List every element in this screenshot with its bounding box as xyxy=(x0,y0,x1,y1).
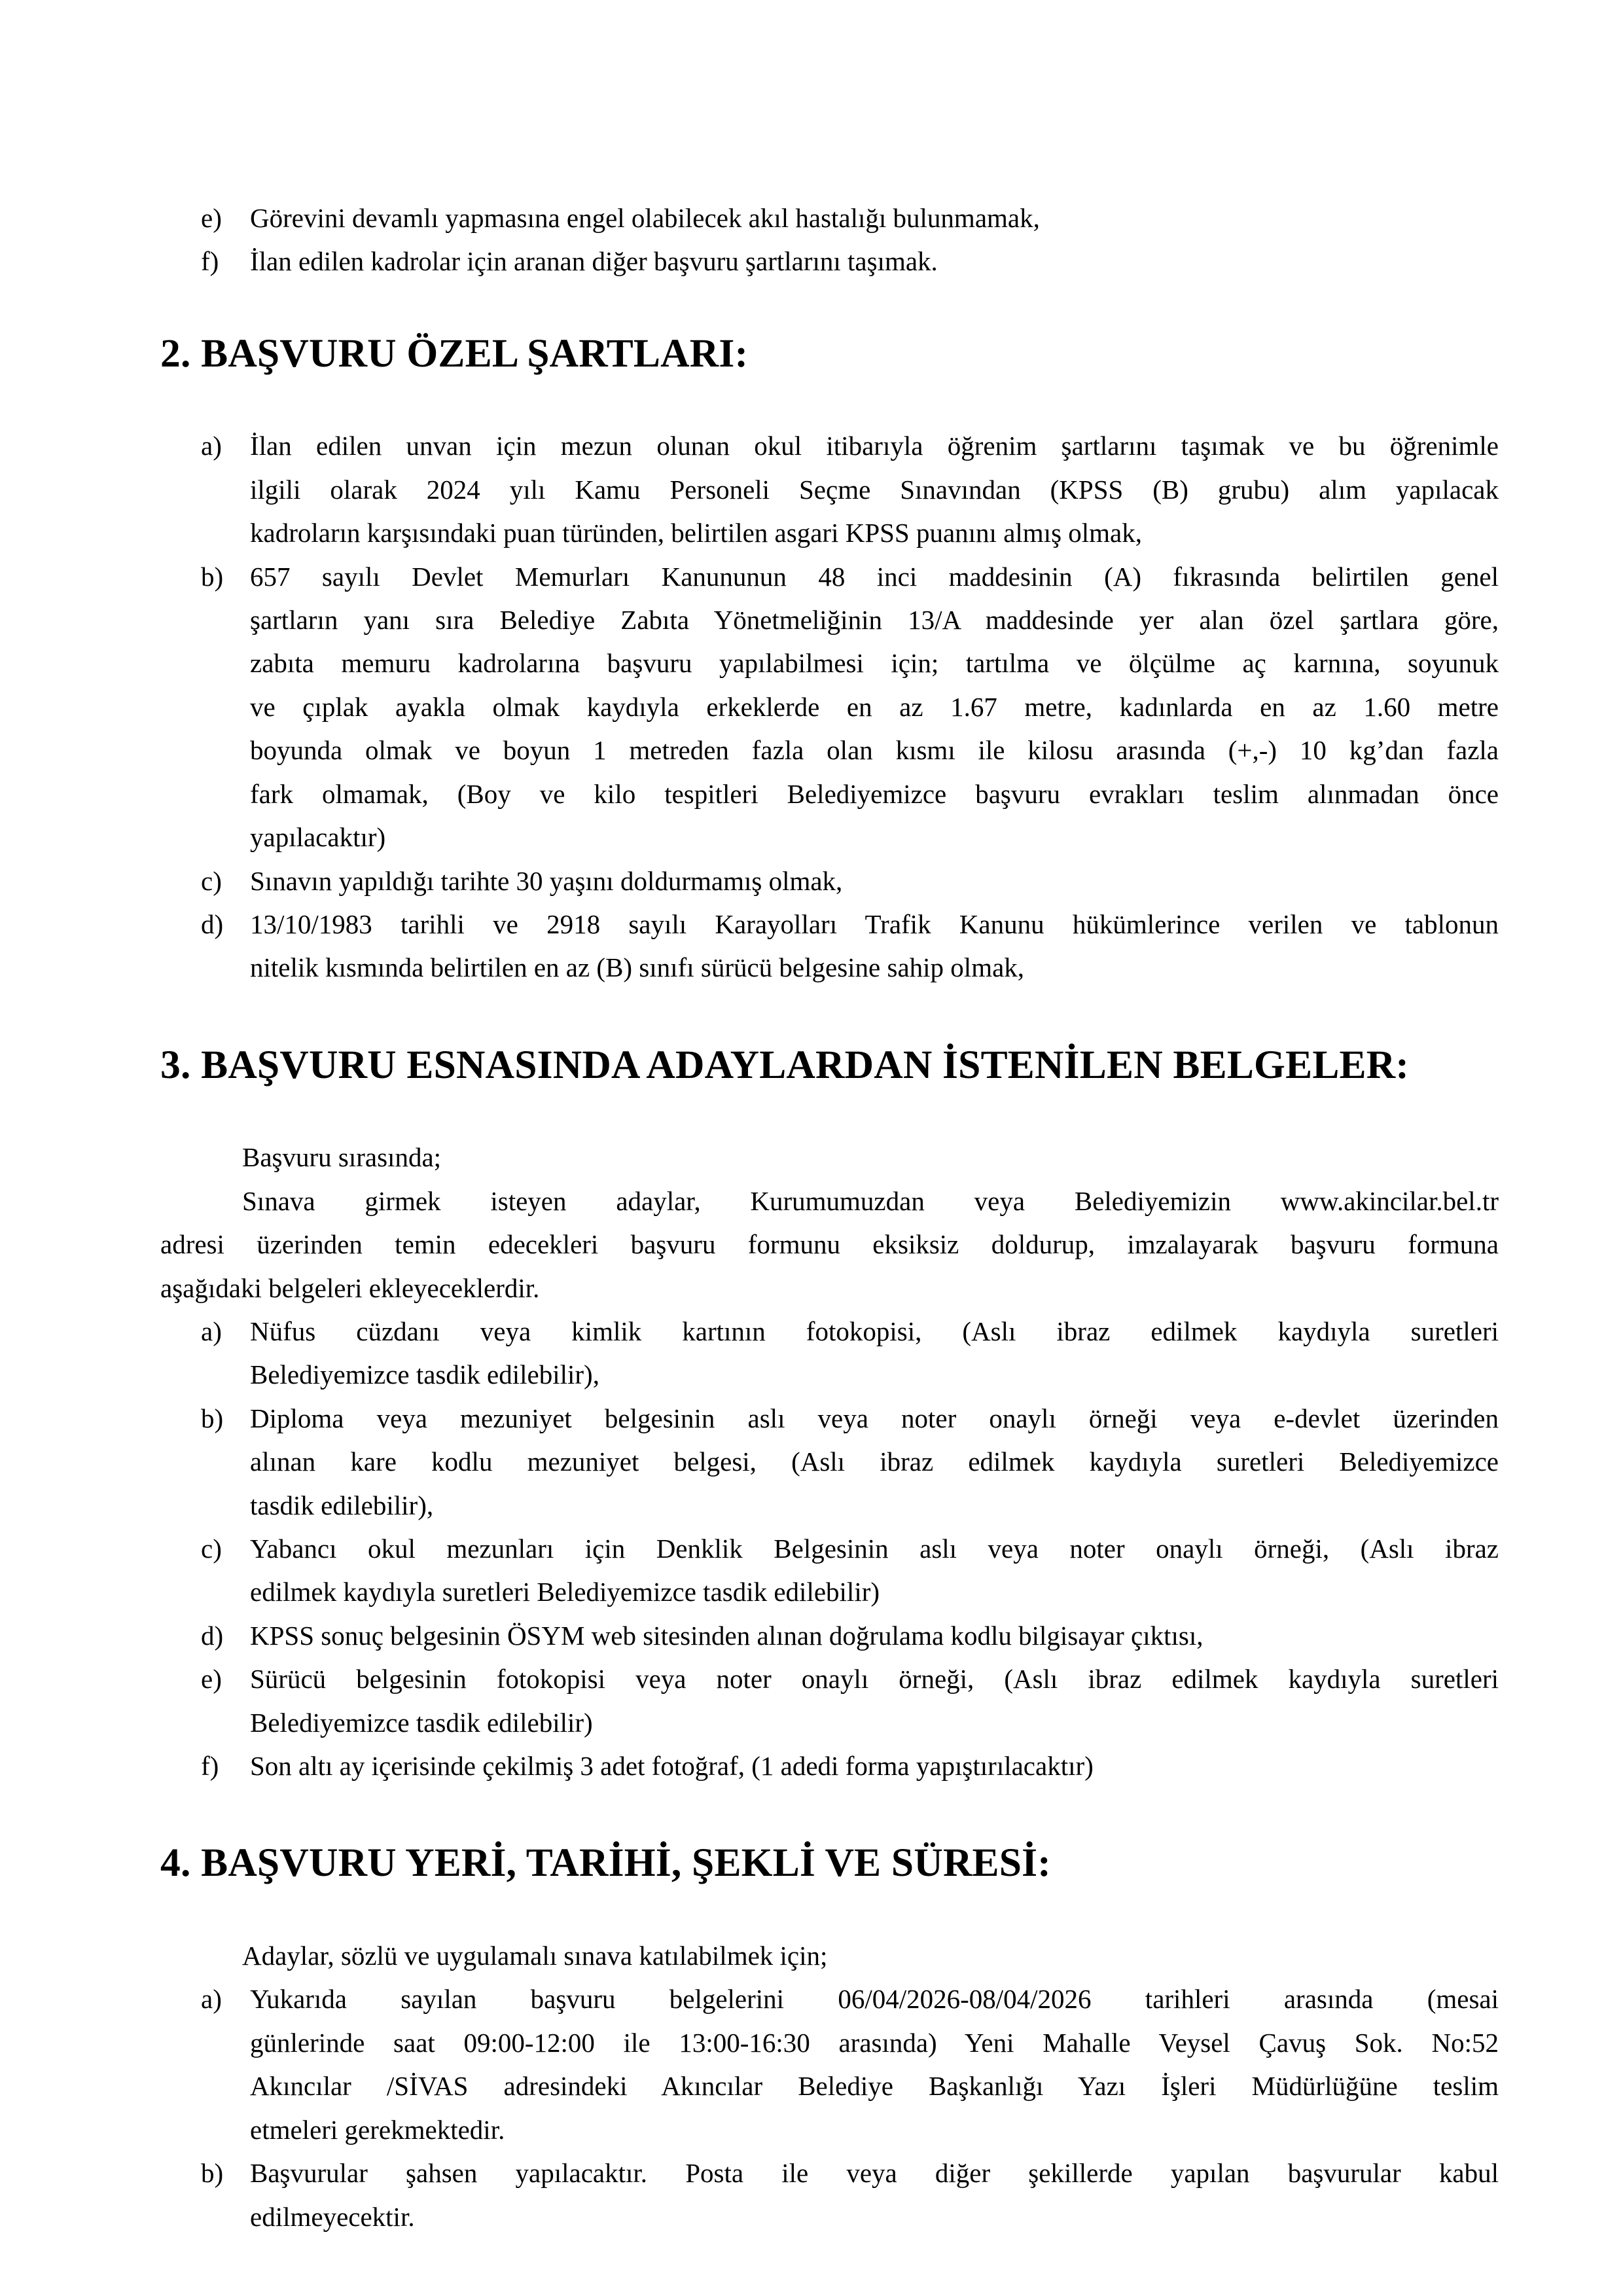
list-marker: e) xyxy=(201,203,222,233)
text-line: Akıncılar /SİVAS adresindeki Akıncılar Belediye Başkanlığı Yazı İşleri Müdürlüğüne teslim xyxy=(250,2071,1499,2102)
intro-list xyxy=(160,196,1499,283)
document-body xyxy=(160,196,1499,2238)
list-marker: b) xyxy=(201,2158,224,2189)
text-line: aşağıdaki belgeleri ekleyeceklerdir. xyxy=(160,1272,540,1303)
list-text xyxy=(250,424,1499,554)
list-marker: d) xyxy=(201,1620,224,1651)
text-line: Son altı ay içerisinde çekilmiş 3 adet fotoğraf, (1 adedi forma yapıştırılacaktır) xyxy=(250,1751,1094,1782)
list-item xyxy=(160,1310,1499,1397)
list-text xyxy=(250,1310,1499,1397)
text-line: ve çıplak ayakla olmak kaydıyla erkeklerde en az 1.67 metre, kadınlarda en az 1.60 metre xyxy=(250,691,1499,722)
text-line: alınan kare kodlu mezuniyet belgesi, (Aslı ibraz edilmek kaydıyla suretleri Belediyemizce xyxy=(250,1446,1499,1477)
list-text xyxy=(250,1744,1499,1787)
list-item xyxy=(160,555,1499,859)
text-line: Belediyemizce tasdik edilebilir) xyxy=(250,1707,593,1738)
list-item xyxy=(160,1527,1499,1614)
list-marker: a) xyxy=(201,1316,222,1346)
list-text xyxy=(250,240,1499,283)
spacer xyxy=(160,1896,1499,1934)
text-line: Adaylar, sözlü ve uygulamalı sınava katılabilmek için; xyxy=(242,1941,828,1971)
text-line: Yabancı okul mezunları için Denklik Belgesinin aslı veya noter onaylı örneği, (Aslı ibraz xyxy=(250,1534,1499,1564)
list-item xyxy=(160,2151,1499,2238)
text-line: edilmek kaydıyla suretleri Belediyemizce tasdik edilebilir) xyxy=(250,1577,880,1607)
section-4-lead xyxy=(160,1934,1499,1977)
list-text xyxy=(250,196,1499,240)
text-line: etmeleri gerekmektedir. xyxy=(250,2114,505,2145)
list-marker: f) xyxy=(201,1751,219,1782)
spacer xyxy=(160,283,1499,321)
list-text xyxy=(250,1527,1499,1614)
spacer xyxy=(160,386,1499,424)
list-marker: a) xyxy=(201,431,222,461)
list-item xyxy=(160,1657,1499,1744)
text-line: KPSS sonuç belgesinin ÖSYM web sitesinden alınan doğrulama kodlu bilgisayar çıktısı, xyxy=(250,1620,1204,1651)
text-line: zabıta memuru kadrolarına başvuru yapılabilmesi için; tartılma ve ölçülme aç karnına, soyunuk xyxy=(250,648,1499,679)
section-2-list xyxy=(160,424,1499,989)
text-line: İlan edilen kadrolar için aranan diğer başvuru şartlarını taşımak. xyxy=(250,246,938,277)
list-text xyxy=(250,1977,1499,2151)
text-line: Belediyemizce tasdik edilebilir), xyxy=(250,1359,599,1390)
list-marker: b) xyxy=(201,1403,224,1433)
text-line: adresi üzerinden temin edecekleri başvuru formunu eksiksiz doldurup, imzalayarak başvuru formuna xyxy=(160,1229,1499,1260)
section-3-heading: 3. BAŞVURU ESNASINDA ADAYLARDAN İSTENİLEN BELGELER: xyxy=(160,1042,1410,1087)
list-item xyxy=(160,1614,1499,1657)
list-item xyxy=(160,1744,1499,1787)
list-marker: b) xyxy=(201,561,224,592)
text-line: ilgili olarak 2024 yılı Kamu Personeli Seçme Sınavından (KPSS (B) grubu) alım yapılacak xyxy=(250,474,1499,505)
list-marker: c) xyxy=(201,1534,222,1564)
list-text xyxy=(250,1614,1499,1657)
list-text xyxy=(250,1657,1499,1744)
text-line: günlerinde saat 09:00-12:00 ile 13:00-16:30 arasında) Yeni Mahalle Veysel Çavuş Sok. No:52 xyxy=(250,2027,1499,2058)
section-4-list xyxy=(160,1977,1499,2238)
list-item xyxy=(160,903,1499,990)
text-line: İlan edilen unvan için mezun olunan okul itibarıyla öğrenim şartlarını taşımak ve bu öğrenimle xyxy=(250,431,1499,461)
text-line: Başvurular şahsen yapılacaktır. Posta ile veya diğer şekillerde yapılan başvurular kabul xyxy=(250,2158,1499,2189)
text-line: boyunda olmak ve boyun 1 metreden fazla olan kısmı ile kilosu arasında (+,-) 10 kg’dan fazla xyxy=(250,735,1499,766)
list-marker: d) xyxy=(201,908,224,939)
text-line: Sınavın yapıldığı tarihte 30 yaşını doldurmamış olmak, xyxy=(250,865,843,896)
section-2-heading: 2. BAŞVURU ÖZEL ŞARTLARI: xyxy=(160,331,749,376)
text-line: 657 sayılı Devlet Memurları Kanununun 48 inci maddesinin (A) fıkrasında belirtilen genel xyxy=(250,561,1499,592)
list-marker: f) xyxy=(201,246,219,277)
list-text xyxy=(250,903,1499,990)
list-marker: a) xyxy=(201,1984,222,2015)
text-line: Görevini devamlı yapmasına engel olabilecek akıl hastalığı bulunmamak, xyxy=(250,203,1040,233)
text-line: nitelik kısmında belirtilen en az (B) sınıfı sürücü belgesine sahip olmak, xyxy=(250,952,1025,983)
text-line: tasdik edilebilir), xyxy=(250,1490,434,1520)
section-3-lead xyxy=(160,1136,1499,1179)
list-text xyxy=(250,555,1499,859)
text-line: şartların yanı sıra Belediye Zabıta Yönetmeliğinin 13/A maddesinde yer alan özel şartlara göre, xyxy=(250,605,1499,636)
text-line: Nüfus cüzdanı veya kimlik kartının fotokopisi, (Aslı ibraz edilmek kaydıyla suretleri xyxy=(250,1316,1499,1346)
list-marker: c) xyxy=(201,865,222,896)
text-line: 13/10/1983 tarihli ve 2918 sayılı Karayolları Trafik Kanunu hükümlerince verilen ve tablonun xyxy=(250,908,1499,939)
text-line: Diploma veya mezuniyet belgesinin aslı veya noter onaylı örneği veya e-devlet üzerinden xyxy=(250,1403,1499,1433)
list-item xyxy=(160,424,1499,554)
list-item xyxy=(160,859,1499,903)
text-line: yapılacaktır) xyxy=(250,822,386,853)
spacer xyxy=(160,1098,1499,1136)
list-item xyxy=(160,1977,1499,2151)
text-line: Sürücü belgesinin fotokopisi veya noter onaylı örneği, (Aslı ibraz edilmek kaydıyla suretleri xyxy=(250,1664,1499,1695)
list-item xyxy=(160,1397,1499,1527)
spacer xyxy=(160,1787,1499,1831)
spacer xyxy=(160,990,1499,1033)
list-item xyxy=(160,240,1499,283)
text-line: Yukarıda sayılan başvuru belgelerini 06/04/2026-08/04/2026 tarihleri arasında (mesai xyxy=(250,1984,1499,2015)
text-line: kadroların karşısındaki puan türünden, belirtilen asgari KPSS puanını almış olmak, xyxy=(250,518,1143,548)
text-line: edilmeyecektir. xyxy=(250,2201,415,2232)
text-line: Sınava girmek isteyen adaylar, Kurumumuzdan veya Belediyemizin www.akincilar.bel.tr xyxy=(242,1185,1499,1216)
list-item xyxy=(160,196,1499,240)
list-text xyxy=(250,2151,1499,2238)
list-marker: e) xyxy=(201,1664,222,1695)
section-3-paragraph xyxy=(160,1179,1499,1310)
text-line: fark olmamak, (Boy ve kilo tespitleri Belediyemizce başvuru evrakları teslim alınmadan önce xyxy=(250,778,1499,809)
section-4-heading: 4. BAŞVURU YERİ, TARİHİ, ŞEKLİ VE SÜRESİ: xyxy=(160,1840,1051,1886)
list-text xyxy=(250,1397,1499,1527)
list-text xyxy=(250,859,1499,903)
section-3-list xyxy=(160,1310,1499,1787)
text-line: Başvuru sırasında; xyxy=(242,1142,442,1173)
